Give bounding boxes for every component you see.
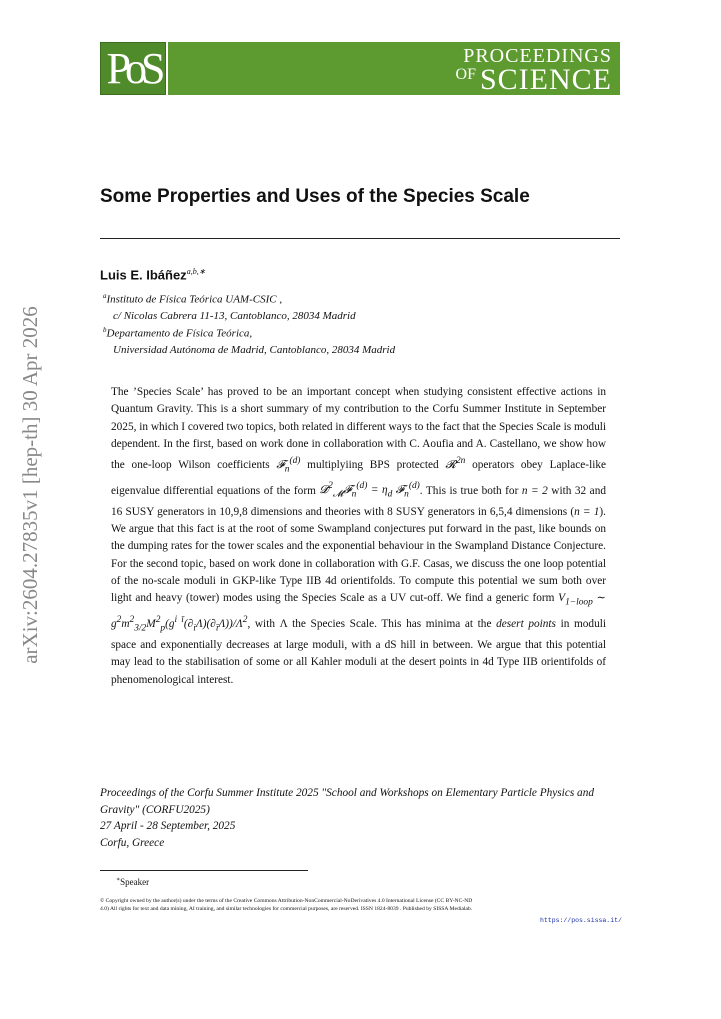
pos-url-link[interactable]: https://pos.sissa.it/ [540, 917, 622, 924]
abstract-text: operators obey Laplace-like eigenvalue differential equations of the form [111, 458, 607, 497]
math-potential-form: $V_{1-loop}$ ∼ $g^2m^2_{3/2}M^2_p(g^{i ī}(\partial_i\Lambda)(\partial_ī\Lambda))/\Lambda^2$ [111, 592, 606, 633]
abstract-text: ). We argue that this fact is at the root of some Swampland conjectures put forward in the past, like bounds on the dumping rates for the tower scales and the exponential behaviour in the Swampland Distance Conjecture. For the second topic, based on work done in collaboration with G.F. Casas, we discuss the one loop potential of the no-scale moduli in GKP-like Type IIB 4d orientifolds. To compute this potential we sum both over light and heavy (tower) modes using the Species Scale as a UV cut-off. We find a generic form [111, 505, 606, 605]
math-curvature-operator: 𝓡$^{2n}$ [445, 456, 466, 471]
footnote-text: Speaker [120, 877, 150, 887]
proceedings-info [100, 785, 620, 851]
footnote-mark: ∗ [116, 877, 121, 883]
abstract-text: , with Λ the Species Scale. This has minima at the [247, 617, 492, 630]
abstract-text: multiplyiing BPS protected [307, 458, 439, 471]
affiliation-mark: a [103, 292, 107, 300]
pos-logo [100, 42, 166, 95]
banner-line1: PROCEEDINGS [463, 45, 612, 67]
banner-science: SCIENCE [479, 63, 612, 96]
author [100, 267, 205, 282]
author-marks: a,b,∗ [186, 267, 206, 276]
abstract-text: . This is true both for [419, 484, 519, 497]
abstract-text: The ’Species Scale’ has proved to be an important concept when studying consistent effective actions in Quantum Gravity. This is a short summary of my contribution to the Corfu Summer Institute in September 2025, in which I covered two topics, both related in different ways to the fact that the Species Scale is moduli dependent. In the first, based on work done in collaboration with C. Aoufia and A. Castellano, we show how the one-loop Wilson coefficients [111, 386, 606, 471]
affiliation-line: Universidad Autónoma de Madrid, Cantoblanco, 28034 Madrid [113, 343, 396, 356]
title-divider [100, 238, 620, 239]
math-wilson-coefficient: 𝓕$_n^{(d)}$ [276, 456, 301, 475]
author-name: Luis E. Ibáñez [100, 267, 187, 283]
proceedings-banner [168, 42, 620, 95]
affiliation-line: Instituto de Física Teórica UAM-CSIC , [106, 293, 283, 306]
copyright-notice: © Copyright owned by the author(s) under the terms of the Creative Commons Attribution-NonCommercial-NoDerivatives 4.0 International License (CC BY-NC-ND 4.0) All rights for text and data mining, AI training, and similar technologies for commercial purposes, are reserved. ISSN 1824-8039 . Published by SISSA Medialab. [100, 898, 473, 913]
footnote-divider [100, 870, 308, 871]
proceedings-location: Corfu, Greece [100, 836, 165, 849]
paper-title: Some Properties and Uses of the Species Scale [100, 186, 530, 207]
math-n-equals-1: n = 1 [574, 505, 600, 518]
abstract-text: with 32 and 16 SUSY generators in 10,9,8 dimensions and theories with 8 SUSY generators in 6,5,4 dimensions ( [111, 484, 606, 518]
abstract-text: in moduli space and exponentially decreases at large moduli, with a dS hill in between. We argue that this potential may lead to the stabilisation of some or all Kahler moduli at the desert points in 4d Type IIB orientifolds of phenomenological interest. [111, 617, 606, 686]
footnote [116, 876, 149, 887]
proceedings-dates: 27 April - 28 September, 2025 [100, 820, 236, 832]
affiliation-b [103, 322, 395, 358]
banner-line2 [456, 63, 612, 97]
banner-of: OF [455, 66, 476, 83]
abstract [111, 384, 606, 689]
abstract-emphasis: desert points [496, 617, 556, 630]
math-eigen-equation: 𝓓$^2_𝓜$𝓕$_n^{(d)}$ = $\eta_d$ 𝓕$_n^{(d)}$ [319, 481, 420, 500]
affiliation-line: Departamento de Física Teórica, [106, 327, 253, 340]
math-n-equals-2: n = 2 [521, 484, 548, 497]
affiliation-mark: b [103, 326, 107, 334]
arxiv-stamp: arXiv:2604.27835v1 [hep-th] 30 Apr 2026 [18, 306, 42, 664]
affiliation-a [103, 288, 356, 324]
affiliation-line: c/ Nicolas Cabrera 11-13, Cantoblanco, 28034 Madrid [113, 309, 356, 322]
proceedings-line: Proceedings of the Corfu Summer Institute 2025 "School and Workshops on Elementary Particle Physics and Gravity" (CORFU2025) [100, 787, 595, 816]
pos-logo-text: PoS [106, 43, 160, 93]
